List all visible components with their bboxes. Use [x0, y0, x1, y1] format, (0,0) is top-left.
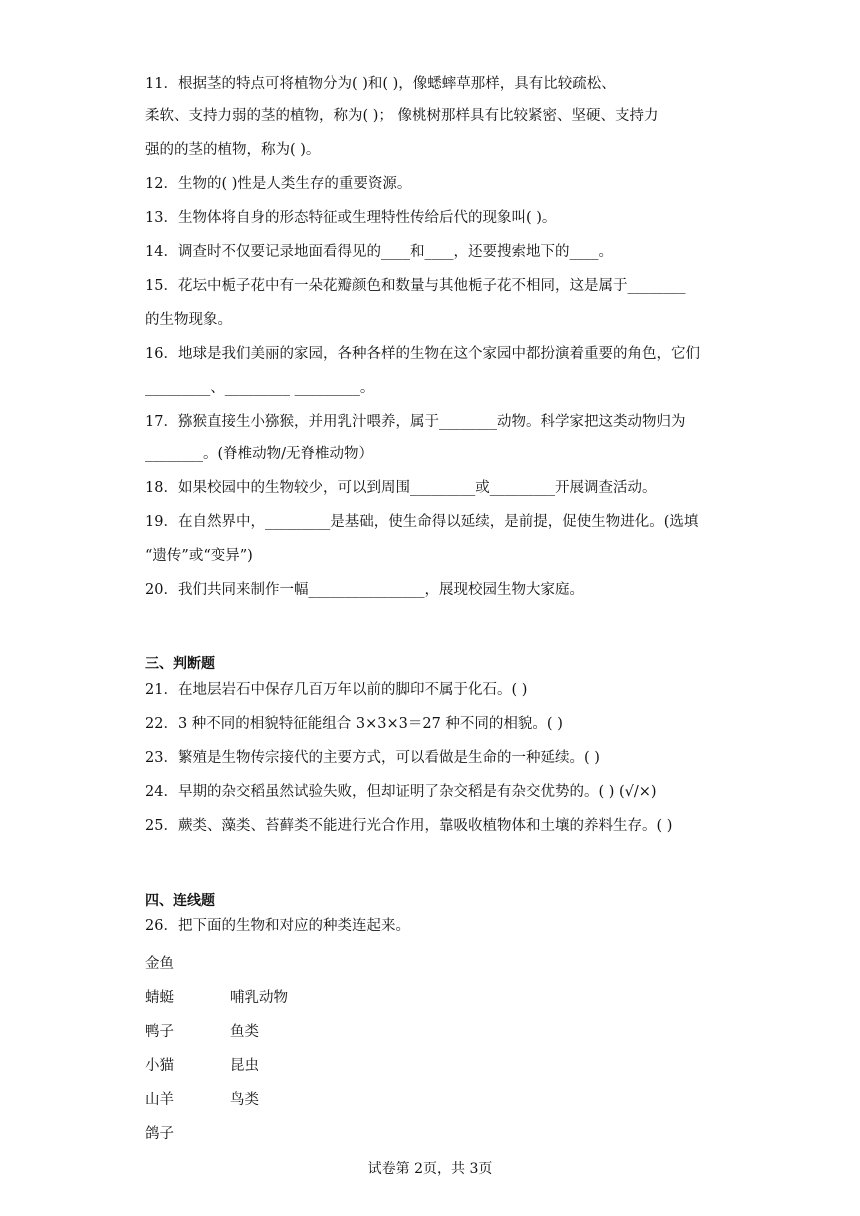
q15-line1: 15．花坛中栀子花中有一朵花瓣颜色和数量与其他栀子花不相同，这是属于________: [145, 278, 686, 294]
q17-line2: ________。(脊椎动物/无脊椎动物）: [145, 446, 374, 462]
q21: 21．在地层岩石中保存几百万年以前的脚印不属于化石。( ): [145, 682, 528, 698]
animal-item: 鸭子: [145, 1024, 174, 1040]
animal-item: 山羊: [145, 1092, 174, 1108]
q11-line2: 柔软、支持力弱的茎的植物，称为( )； 像桃树那样具有比较紧密、坚硬、支持力: [145, 108, 659, 124]
q19-line2: “遗传”或“变异”): [145, 548, 253, 564]
q14: 14．调查时不仅要记录地面看得见的____和____，还要搜索地下的____。: [145, 244, 613, 260]
q23: 23．繁殖是生物传宗接代的主要方式，可以看做是生命的一种延续。( ): [145, 750, 600, 766]
animal-item: 金鱼: [145, 956, 174, 972]
category-item: 昆虫: [230, 1058, 259, 1074]
q11-line1: 11．根据茎的特点可将植物分为( )和( )，像蟋蟀草那样，具有比较疏松、: [145, 76, 616, 92]
animal-item: 鸽子: [145, 1126, 174, 1142]
q11-line3: 强的的茎的植物，称为( )。: [145, 142, 321, 158]
q15-line2: 的生物现象。: [145, 312, 232, 328]
q12: 12．生物的( )性是人类生存的重要资源。: [145, 176, 412, 192]
q16-line1: 16．地球是我们美丽的家园，各种各样的生物在这个家园中都扮演着重要的角色，它们: [145, 346, 700, 362]
q22: 22．3 种不同的相貌特征能组合 3×3×3＝27 种不同的相貌。( ): [145, 716, 563, 732]
q26: 26．把下面的生物和对应的种类连起来。: [145, 918, 410, 934]
section3-title: 三、判断题: [145, 656, 215, 672]
section4-title: 四、连线题: [145, 893, 215, 909]
animal-item: 小猫: [145, 1058, 174, 1074]
q16-line2: _________、_________ _________。: [145, 380, 375, 396]
q17-line1: 17．猕猴直接生小猕猴，并用乳汁喂养，属于________动物。科学家把这类动物归为: [145, 414, 686, 430]
q19-line1: 19．在自然界中，_________是基础，使生命得以延续，是前提，促使生物进化。(选填: [145, 514, 699, 530]
q20: 20．我们共同来制作一幅________________，展现校园生物大家庭。: [145, 582, 584, 598]
q25: 25．蕨类、藻类、苔藓类不能进行光合作用，靠吸收植物体和土壤的养料生存。( ): [145, 818, 673, 834]
animal-item: 蜻蜓: [145, 990, 174, 1006]
q13: 13．生物体将自身的形态特征或生理特性传给后代的现象叫( )。: [145, 210, 557, 226]
q24: 24．早期的杂交稻虽然试验失败，但却证明了杂交稻是有杂交优势的。( ) (√/×): [145, 784, 657, 800]
category-item: 鸟类: [230, 1092, 259, 1108]
category-item: 哺乳动物: [230, 990, 288, 1006]
q18: 18．如果校园中的生物较少，可以到周围_________或_________开展调查活动。: [145, 480, 657, 496]
category-item: 鱼类: [230, 1024, 259, 1040]
page-footer: 试卷第 2页，共 3页: [367, 1161, 493, 1177]
